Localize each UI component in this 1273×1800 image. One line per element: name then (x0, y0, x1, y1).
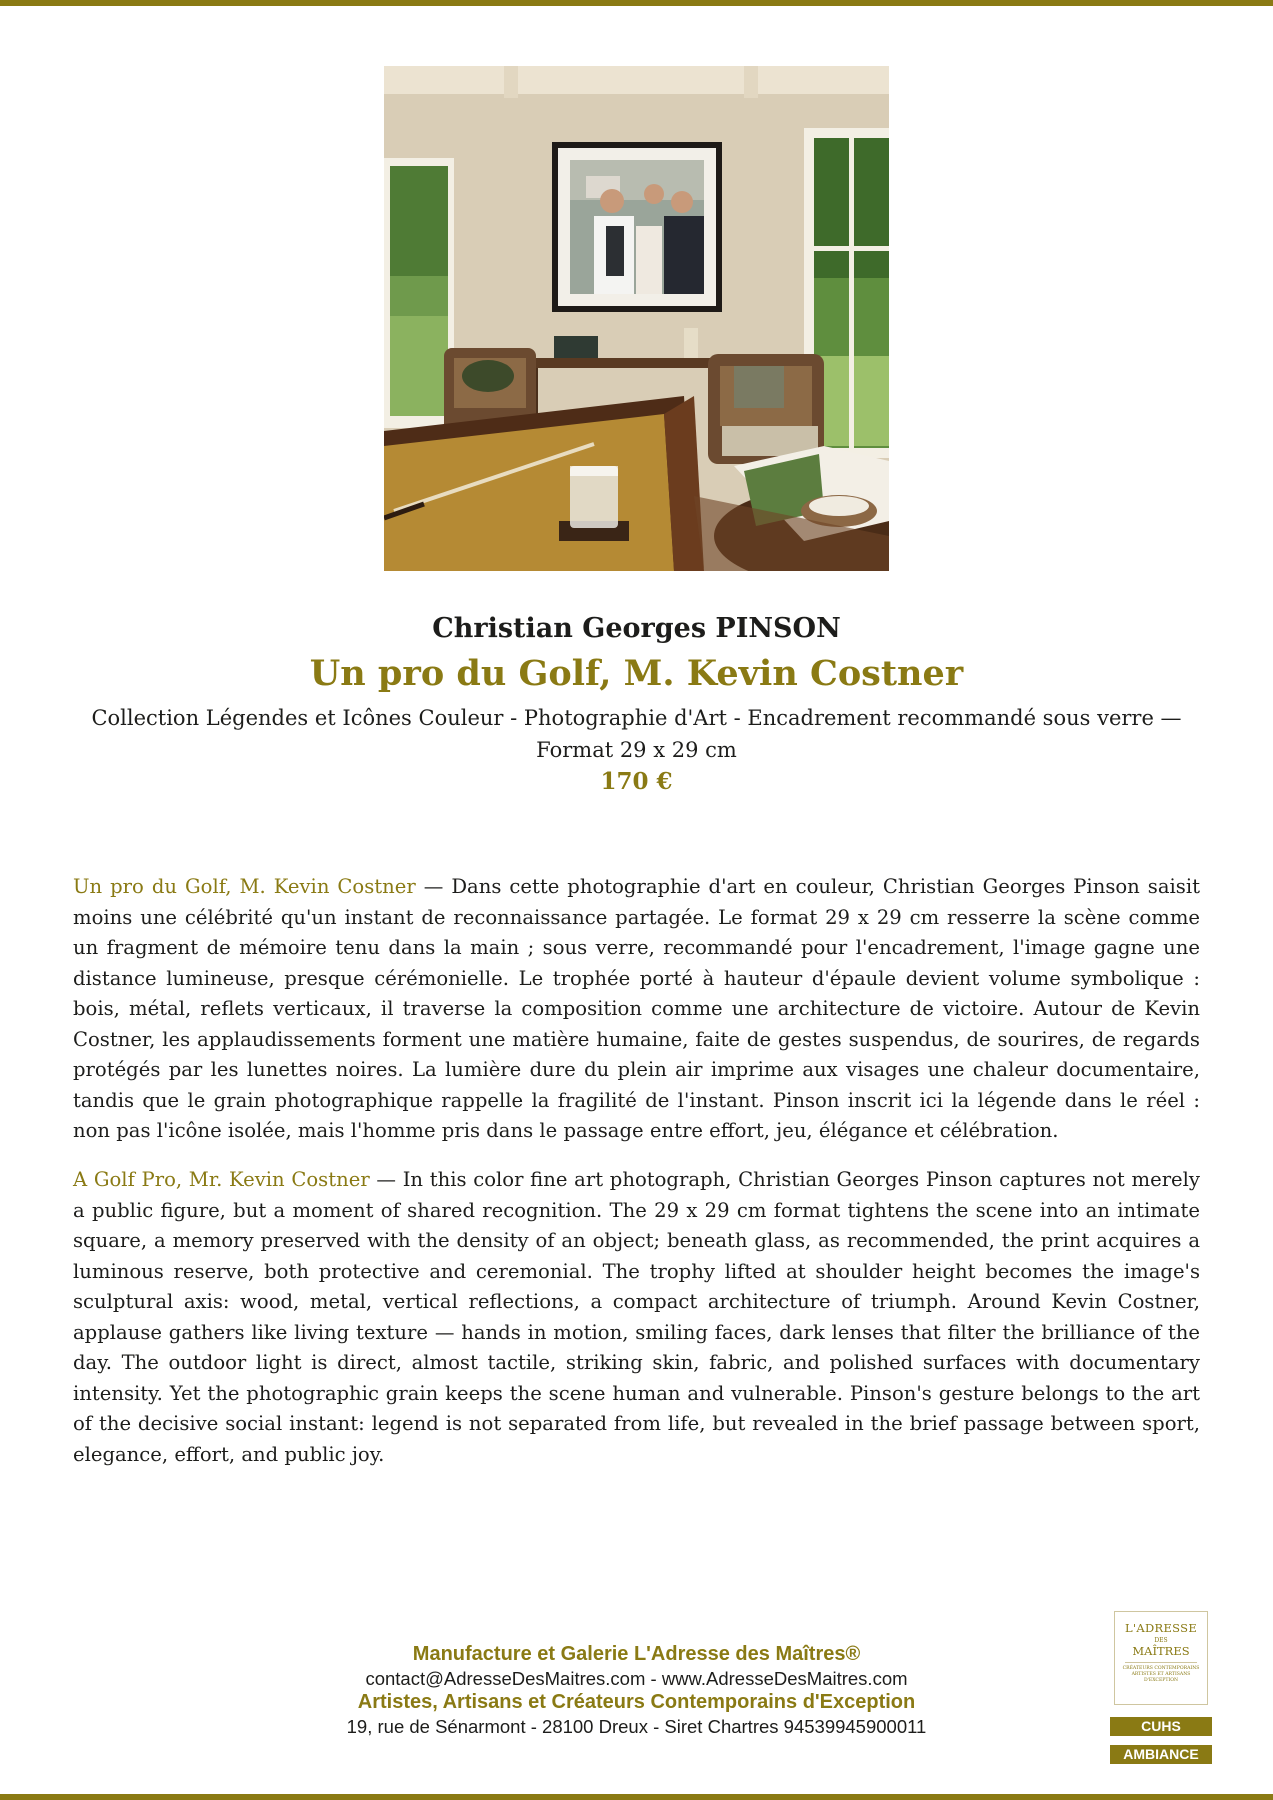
badge-cuhs: CUHS (1110, 1717, 1212, 1736)
artwork-subtitle: Collection Légendes et Icônes Couleur - Photographie d'Art - Encadrement recommandé sous verre — Format 29 x 29 cm (91, 706, 1182, 762)
bottom-border (0, 1794, 1273, 1800)
description-french-lead: Un pro du Golf, M. Kevin Costner (73, 875, 416, 898)
footer-address: 19, rue de Sénarmont - 28100 Dreux - Siret Chartres 94539945900011 (346, 1716, 927, 1737)
logo-line-2: DES (1154, 1637, 1168, 1644)
gallery-logo (1114, 1611, 1208, 1705)
artist-name: Christian Georges PINSON (432, 613, 841, 644)
description-french (73, 872, 1200, 1147)
top-border (0, 0, 1273, 6)
description-english (73, 1165, 1200, 1470)
footer-tagline: Artistes, Artisans et Créateurs Contemporains d'Exception (357, 1691, 916, 1713)
footer-contact[interactable]: contact@AdresseDesMaitres.com - www.AdresseDesMaitres.com (365, 1668, 908, 1689)
logo-line-3: MAÎTRES (1132, 1644, 1190, 1658)
description-french-text: — Dans cette photographie d'art en couleur, Christian Georges Pinson saisit moins une célébrité qu'un instant de reconnaissance partagée. Le format 29 x 29 cm resserre la scène comme un fragment de mémoire tenu dans la main ; sous verre, recommandé pour l'encadrement, l'image gagne une distance lumineuse, presque cérémonielle. Le trophée porté à hauteur d'épaule devient volume symbolique : bois, métal, reflets verticaux, il traverse la composition comme une architecture de victoire. Autour de Kevin Costner, les applaudissements forment une matière humaine, faite de gestes suspendus, de sourires, de regards protégés par les lunettes noires. La lumière dure du plein air imprime aux visages une chaleur documentaire, tandis que le grain photographique rappelle la fragilité de l'instant. Pinson inscrit ici la légende dans le réel : non pas l'icône isolée, mais l'homme pris dans le passage entre effort, jeu, élégance et célébration. (73, 875, 1200, 1142)
description-english-lead: A Golf Pro, Mr. Kevin Costner (73, 1168, 370, 1191)
logo-line-4: CRÉATEURS CONTEMPORAINS ARTISTES ET ARTISANS D'EXCEPTION (1122, 1666, 1200, 1683)
logo-line-1: L'ADRESSE (1124, 1621, 1198, 1635)
badge-ambiance: AMBIANCE (1110, 1745, 1212, 1764)
description-english-text: — In this color fine art photograph, Christian Georges Pinson captures not merely a public figure, but a moment of shared recognition. The 29 x 29 cm format tightens the scene into an intimate square, a memory preserved with the density of an object; beneath glass, as recommended, the print acquires a luminous reserve, both protective and ceremonial. The trophy lifted at shoulder height becomes the image's sculptural axis: wood, metal, vertical reflections, a compact architecture of triumph. Around Kevin Costner, applause gathers like living texture — hands in motion, smiling faces, dark lenses that filter the brilliance of the day. The outdoor light is direct, almost tactile, striking skin, fabric, and polished surfaces with documentary intensity. Yet the photographic grain keeps the scene human and vulnerable. Pinson's gesture belongs to the art of the decisive social instant: legend is not separated from life, but revealed in the brief passage between sport, elegance, effort, and public joy. (73, 1168, 1200, 1466)
footer-gallery-name: Manufacture et Galerie L'Adresse des Maîtres® (412, 1643, 861, 1665)
artwork-title: Un pro du Golf, M. Kevin Costner (309, 653, 964, 694)
logo-divider (1125, 1662, 1197, 1663)
artwork-price: 170 € (600, 768, 673, 795)
artwork-ambiance-photo (384, 66, 889, 571)
